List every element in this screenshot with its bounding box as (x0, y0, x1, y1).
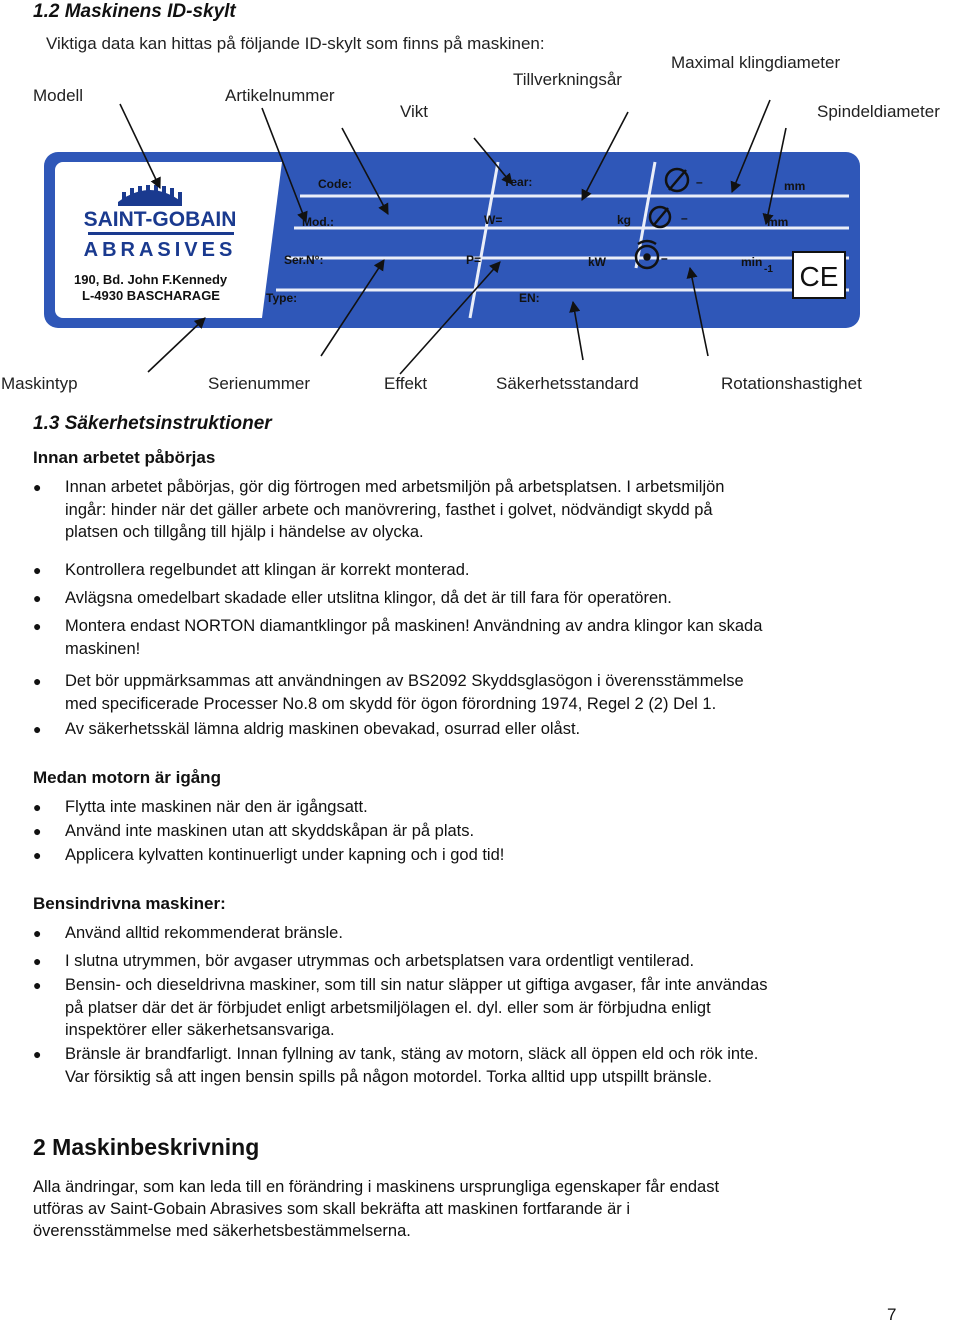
bullet-dot: ● (33, 799, 42, 815)
label-maximal-klingdiameter: Maximal klingdiameter (671, 53, 841, 72)
list-item: Det bör uppmärksammas att användningen av BS2092 Skyddsglasögon i överensstämmelse med specificerade Processer No.8 om skydd för ögon förordning 1974, Regel 2 (2) Del 1. (65, 672, 744, 713)
label-modell: Modell (33, 86, 84, 105)
list-item: Applicera kylvatten kontinuerligt under kapning och i god tid! (65, 846, 505, 864)
list-item: Avlägsna omedelbart skadade eller utslitna klingor, då det är till fara för operatören. (65, 589, 672, 607)
bullet-dot: ● (33, 1046, 42, 1062)
subheading-medan-motorn: Medan motorn är igång (33, 768, 221, 787)
plate-kw-label: kW (588, 255, 606, 269)
bullet-dot: ● (33, 823, 42, 839)
plate-code-label: Code: (318, 177, 352, 191)
plate-type-label: Type: (266, 291, 298, 305)
plate-p-label: P= (466, 253, 482, 267)
plate-year-label: Year: (503, 175, 533, 189)
list-item: Innan arbetet påbörjas, gör dig förtrogen med arbetsmiljön på arbetsplatsen. I arbetsmiljön ingår: hinder när det gäller arbete och manövrering, fasthet i golvet, nödvändigt skydd på platsen och tillgång till hjälp i händelse av olycka. (65, 478, 725, 541)
bullet-dot: ● (33, 479, 42, 495)
list-item: I slutna utrymmen, bör avgaser utrymmas och arbetsplatsen vara ordentligt ventilerad. (65, 952, 695, 970)
plate-address-line2: L-4930 BASCHARAGE (82, 288, 220, 303)
plate-mod-label: Mod.: (302, 215, 334, 229)
label-tillverkningsar: Tillverkningsår (513, 70, 622, 89)
bullet-dot: ● (33, 847, 42, 863)
label-spindeldiameter: Spindeldiameter (817, 102, 940, 121)
ce-mark-icon: CE (799, 261, 839, 292)
section-1-2-title: 1.2 Maskinens ID-skylt (33, 1, 236, 22)
label-sakerhetsstandard: Säkerhetsstandard (496, 374, 639, 393)
subheading-bensindrivna: Bensindrivna maskiner: (33, 894, 226, 913)
plate-mm-1: mm (784, 179, 806, 193)
logo-text-abrasives: ABRASIVES (83, 239, 237, 261)
bullet-dot: ● (33, 977, 42, 993)
plate-en-label: EN: (519, 291, 540, 305)
list-item: Använd inte maskinen utan att skyddskåpan är på plats. (65, 822, 475, 840)
plate-dash-1: – (696, 175, 703, 189)
bullet-dot: ● (33, 953, 42, 969)
plate-dash-3: – (661, 251, 668, 265)
plate-ser-label: Ser.N°: (284, 253, 324, 267)
bullet-dot: ● (33, 721, 42, 737)
section-1-3-title: 1.3 Säkerhetsinstruktioner (33, 413, 272, 434)
plate-dash-2: – (681, 211, 688, 225)
bullet-dot: ● (33, 673, 42, 689)
label-serienummer: Serienummer (208, 374, 311, 393)
plate-min-label: min (741, 255, 763, 269)
list-item: Kontrollera regelbundet att klingan är korrekt monterad. (65, 561, 470, 579)
list-item: Av säkerhetsskäl lämna aldrig maskinen obevakad, osurrad eller olåst. (65, 720, 581, 738)
list-item: Bränsle är brandfarligt. Innan fyllning av tank, stäng av motorn, släck all öppen eld och rök inte. Var försiktig så att ingen bensin spills på någon motordel. Torka alltid upp utspillt bränsle. (65, 1045, 759, 1086)
logo-text-saint-gobain: SAINT-GOBAIN (83, 208, 237, 231)
bullet-dot: ● (33, 925, 42, 941)
bullet-dot: ● (33, 562, 42, 578)
list-item: Använd alltid rekommenderat bränsle. (65, 924, 343, 942)
list-item: Montera endast NORTON diamantklingor på maskinen! Användning av andra klingor kan skada maskinen! (65, 617, 763, 658)
plate-intro: Viktiga data kan hittas på följande ID-skylt som finns på maskinen: (46, 34, 545, 53)
plate-address-line1: 190, Bd. John F.Kennedy (74, 272, 228, 287)
plate-mm-2: mm (767, 215, 789, 229)
bullet-dot: ● (33, 618, 42, 634)
label-artikelnummer: Artikelnummer (225, 86, 335, 105)
page-number: 7 (887, 1305, 897, 1324)
section-2-paragraph: Alla ändringar, som kan leda till en förändring i maskinens ursprungliga egenskaper får endast utföras av Saint-Gobain Abrasives som skall bekräfta att maskinen fortfarande är i överensstämmelse med säkerhetsbestämmelserna. (33, 1178, 720, 1240)
plate-kg-label: kg (617, 213, 632, 227)
label-effekt: Effekt (384, 374, 428, 393)
list-item: Bensin- och dieseldrivna maskiner, som till sin natur släpper ut giftiga avgaser, får inte användas på platser där det är förbjudet enligt arbetsmiljölagen el. dyl. eller som är förbjudna enligt inspektörer eller säkerhetsansvariga. (65, 976, 768, 1039)
bullet-dot: ● (33, 590, 42, 606)
plate-min-exponent: -1 (764, 264, 773, 275)
plate-w-label: W= (484, 213, 503, 227)
label-rotationshastighet: Rotationshastighet (721, 374, 862, 393)
id-plate-figure (0, 0, 960, 400)
list-item: Flytta inte maskinen när den är igångsatt. (65, 798, 368, 816)
subheading-innan-arbetet: Innan arbetet påbörjas (33, 448, 216, 467)
label-maskintyp: Maskintyp (1, 374, 78, 393)
label-vikt: Vikt (400, 102, 429, 121)
section-2-title: 2 Maskinbeskrivning (33, 1134, 260, 1160)
